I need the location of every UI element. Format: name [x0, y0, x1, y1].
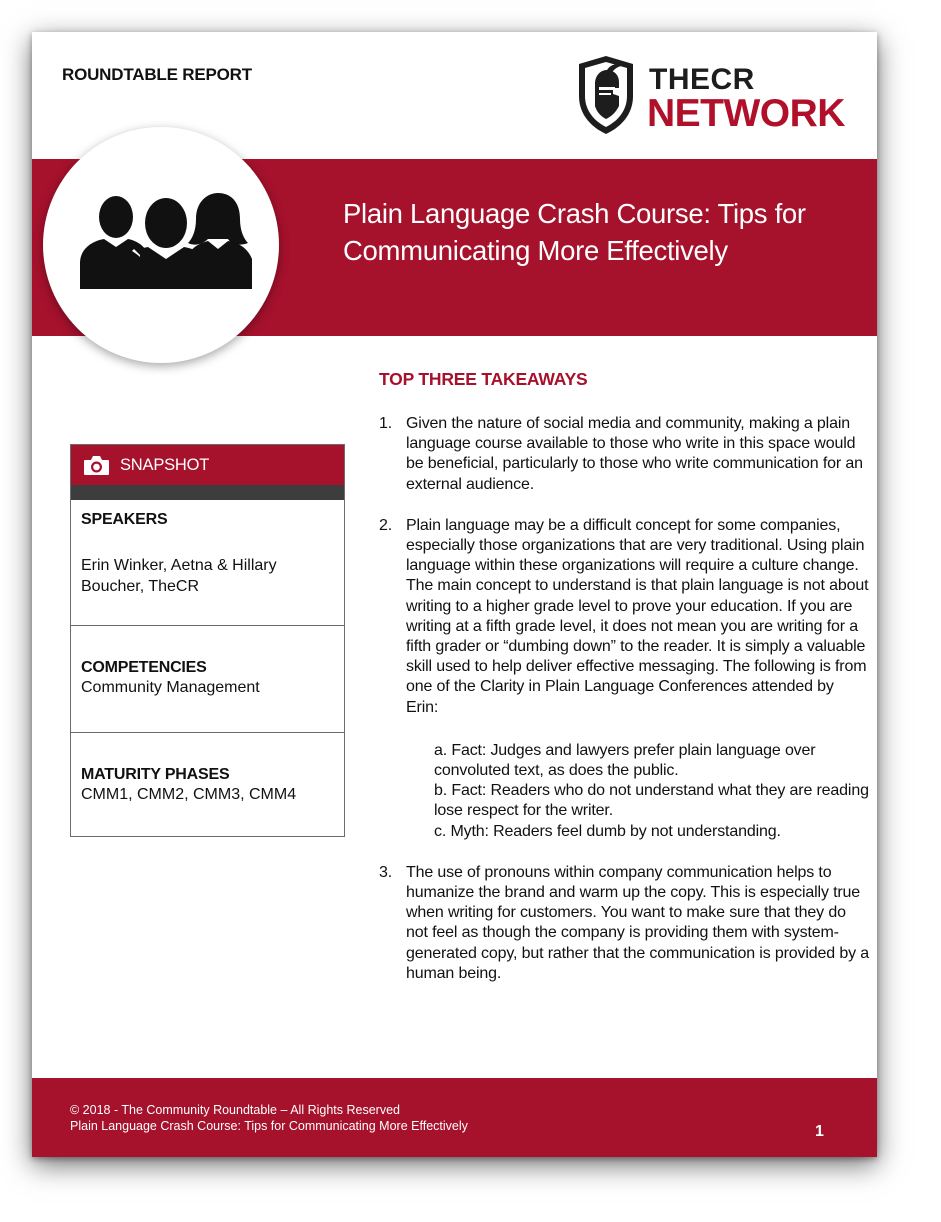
knight-shield-icon	[575, 54, 637, 136]
footer-copyright: © 2018 - The Community Roundtable – All Rights Reserved	[70, 1103, 400, 1117]
snapshot-section-maturity-phases	[71, 733, 344, 805]
section-value: Erin Winker, Aetna & Hillary Boucher, TheCR	[81, 557, 277, 595]
people-group-icon	[80, 189, 252, 289]
logo-text-network: NETWORK	[647, 92, 845, 135]
sub-list-item: b. Fact: Readers who do not understand what they are reading lose respect for the writer.	[434, 782, 869, 820]
list-item	[379, 516, 869, 842]
document-page	[32, 32, 877, 1157]
footer-doc-title: Plain Language Crash Course: Tips for Communicating More Effectively	[70, 1119, 468, 1133]
snapshot-section-competencies	[71, 626, 344, 733]
sub-list	[433, 741, 869, 842]
page-footer	[32, 1078, 877, 1157]
item-text: The use of pronouns within company communication helps to humanize the brand and warm up the copy. This is especially true when writing for customers. You want to make sure that they do not feel as though the company is providing them with system-generated copy, but rather that the communication is provided by a human being.	[406, 863, 869, 982]
item-text: Plain language may be a difficult concept for some companies, especially those organizations that are very traditional. Using plain language within these organizations will require a culture change. The main concept to understand is that plain language is not about writing to a higher grade level to prove your education. If you are writing at a fifth grade level, it does not mean you are writing for a fifth grader or “dumbing down” to the reader. It is simply a valuable skill used to help deliver effective messaging. The following is from one of the Clarity in Plain Language Conferences attended by Erin:	[406, 516, 869, 716]
item-number: 3.	[379, 863, 393, 881]
snapshot-header	[71, 445, 344, 485]
camera-icon	[83, 454, 110, 476]
sub-list-item: c. Myth: Readers feel dumb by not understanding.	[434, 822, 781, 840]
snapshot-divider	[71, 485, 344, 500]
thecr-network-logo	[575, 54, 855, 136]
snapshot-title: SNAPSHOT	[120, 455, 210, 474]
takeaways-heading: TOP THREE TAKEAWAYS	[379, 369, 588, 389]
section-value: CMM1, CMM2, CMM3, CMM4	[81, 786, 297, 803]
item-number: 1.	[379, 415, 393, 432]
item-number: 2.	[379, 516, 393, 534]
page-title: Plain Language Crash Course: Tips for Communicating More Effectively	[343, 198, 806, 266]
section-heading: MATURITY PHASES	[81, 766, 230, 783]
sub-list-item: a. Fact: Judges and lawyers prefer plain language over convoluted text, as does the public.	[434, 741, 816, 780]
section-heading: COMPETENCIES	[81, 659, 207, 676]
takeaways-list	[379, 414, 869, 1005]
logo-text-thecr: THECR	[649, 63, 755, 96]
snapshot-section-speakers	[71, 500, 344, 626]
section-value: Community Management	[81, 679, 260, 696]
list-item	[379, 414, 869, 495]
page-number: 1	[815, 1123, 824, 1140]
item-text: Given the nature of social media and community, making a plain language course available to those who write in this space would be beneficial, particularly to those who write communication for an external audience.	[406, 415, 863, 493]
report-label: ROUNDTABLE REPORT	[62, 65, 252, 84]
list-item	[379, 863, 869, 984]
snapshot-panel	[70, 444, 345, 837]
section-heading: SPEAKERS	[81, 511, 168, 528]
icon-circle	[43, 127, 279, 363]
